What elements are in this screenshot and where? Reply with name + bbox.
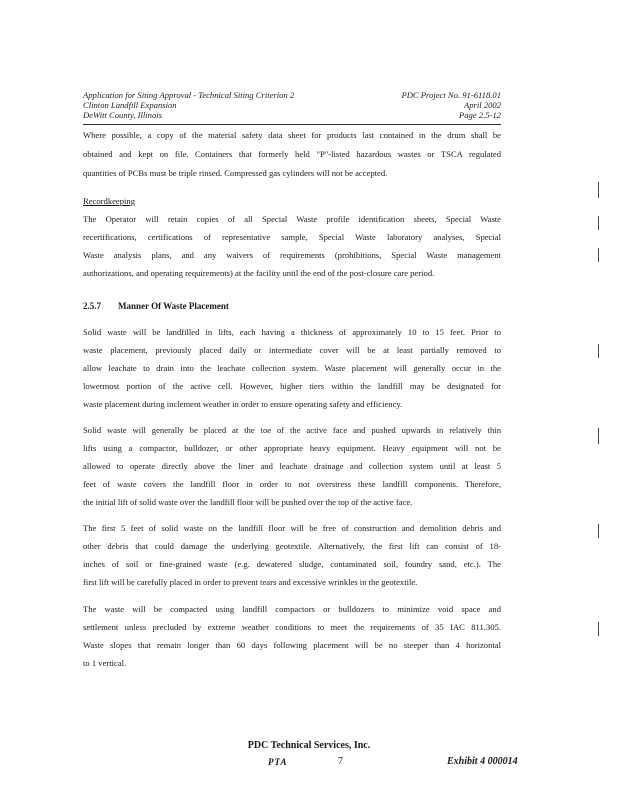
section-number: 2.5.7 — [83, 301, 101, 311]
paragraph-line: allowed to operate directly above the liner and leachate drainage and collection system until at least 5 — [83, 461, 501, 471]
header-project-name: Clinton Landfill Expansion — [83, 100, 177, 110]
paragraph-line: the initial lift of solid waste over the landfill floor will be pushed over the top of the active face. — [83, 497, 413, 507]
paragraph-line: Where possible, a copy of the material safety data sheet for products last contained in the drum shall be — [83, 130, 501, 140]
paragraph-line: recertifications, certifications of representative sample, Special Waste laboratory analyses, Special — [83, 232, 501, 242]
paragraph-line: other debris that could damage the underlying geotextile. Alternatively, the first lift can consist of 18- — [83, 541, 501, 551]
header-project-number: PDC Project No. 91-6118.01 — [401, 90, 501, 100]
paragraph-line: Solid waste will be landfilled in lifts, each having a thickness of approximately 10 to 15 feet. Prior to — [83, 327, 501, 337]
paragraph-line: The first 5 feet of solid waste on the landfill floor will be free of construction and demolition debris and — [83, 523, 501, 533]
revision-bar — [598, 182, 599, 198]
paragraph-line: to 1 vertical. — [83, 658, 127, 668]
header-page-number: Page 2.5-12 — [458, 110, 501, 120]
recordkeeping-heading: Recordkeeping — [83, 196, 136, 206]
paragraph-line: The Operator will retain copies of all Special Waste profile identification sheets, Special Waste — [83, 214, 501, 224]
revision-bar — [598, 622, 599, 636]
handwritten-mark: 7 — [338, 756, 343, 767]
revision-bar — [598, 248, 599, 262]
section-title: Manner Of Waste Placement — [118, 301, 229, 311]
footer-company: PDC Technical Services, Inc. — [247, 740, 371, 751]
revision-bar — [598, 216, 599, 230]
header-location: DeWitt County, Illinois — [83, 110, 163, 120]
paragraph-line: Solid waste will generally be placed at the toe of the active face and pushed upwards in relatively thin — [83, 425, 501, 435]
revision-bar — [598, 524, 599, 538]
paragraph-line: settlement unless precluded by extreme weather conditions to meet the requirements of 35 IAC 811.305. — [83, 622, 501, 632]
revision-bar — [598, 428, 599, 444]
paragraph-line: allow leachate to drain into the leachate collection system. Waste placement will generally occur in the — [83, 363, 501, 373]
paragraph-line: authorizations, and operating requirements) at the facility until the end of the post-closure care period. — [83, 268, 435, 278]
exhibit-stamp: Exhibit 4 000014 — [447, 756, 518, 767]
company-logo: PTA — [268, 757, 288, 767]
paragraph-line: obtained and kept on file. Containers that formerly held "P"-listed hazardous wastes or TSCA regulated — [83, 149, 501, 159]
paragraph-line: waste placement during inclement weather in order to ensure operating safety and efficiency. — [83, 399, 403, 409]
header-title: Application for Siting Approval - Technical Siting Criterion 2 — [83, 90, 295, 100]
revision-bar — [598, 344, 599, 358]
paragraph-line: Waste slopes that remain longer than 60 days following placement will be no steeper than 4 horizontal — [83, 640, 501, 650]
header-date: April 2002 — [463, 100, 501, 110]
paragraph-line: quantities of PCBs must be triple rinsed. Compressed gas cylinders will not be accepted. — [83, 168, 388, 178]
paragraph-line: inches of soil or fine-grained waste (e.g. dewatered sludge, contaminated soil, foundry sand, etc.). The — [83, 559, 501, 569]
paragraph-line: lifts using a compactor, bulldozer, or other appropriate heavy equipment. Heavy equipment will not be — [83, 443, 501, 453]
paragraph-line: The waste will be compacted using landfill compactors or bulldozers to minimize void space and — [83, 604, 501, 614]
paragraph-line: first lift will be carefully placed in order to prevent tears and excessive wrinkles in the geotextile. — [83, 577, 418, 587]
paragraph-line: waste placement, previously placed daily or intermediate cover will be at least partially removed to — [83, 345, 501, 355]
paragraph-line: lowermost portion of the active cell. However, higher tiers within the landfill may be designated for — [83, 381, 501, 391]
header-rule — [83, 124, 501, 125]
paragraph-line: Waste analysis plans, and any waivers of requirements (prohibitions, Special Waste management — [83, 250, 501, 260]
section-heading — [83, 301, 229, 311]
paragraph-line: feet of waste covers the landfill floor in order to not overstress these landfill components. Therefore, — [83, 479, 501, 489]
